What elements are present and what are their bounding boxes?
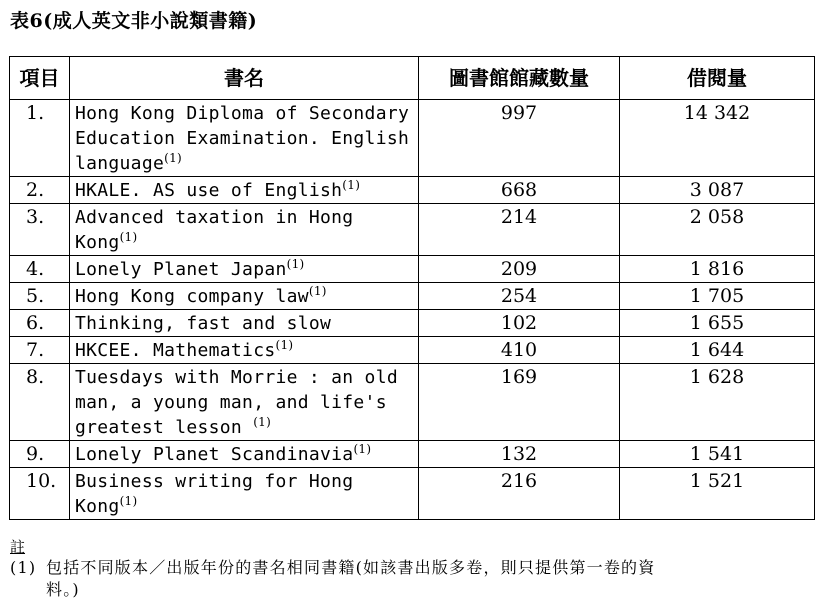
row-loans: 3 087 bbox=[620, 177, 815, 204]
row-loans: 1 541 bbox=[620, 441, 815, 468]
row-holdings: 997 bbox=[419, 100, 620, 177]
row-holdings: 102 bbox=[419, 310, 620, 337]
footnote-reference: (1) bbox=[286, 257, 305, 271]
header-item: 項目 bbox=[10, 57, 70, 100]
table-row bbox=[10, 364, 815, 441]
row-loans: 14 342 bbox=[620, 100, 815, 177]
row-item-number: 4. bbox=[10, 256, 70, 283]
row-item-number: 7. bbox=[10, 337, 70, 364]
footnote-reference: (1) bbox=[253, 415, 272, 429]
table-row bbox=[10, 100, 815, 177]
footnote-text-line2: 料。) bbox=[46, 580, 80, 599]
table-row bbox=[10, 441, 815, 468]
row-holdings: 410 bbox=[419, 337, 620, 364]
row-loans: 1 628 bbox=[620, 364, 815, 441]
row-book-title-cell bbox=[70, 337, 419, 364]
row-item-number: 2. bbox=[10, 177, 70, 204]
row-loans: 1 644 bbox=[620, 337, 815, 364]
row-book-title: Tuesdays with Morrie : an old man, a young man, and life's greatest lesson bbox=[75, 367, 398, 438]
table-title: 表6(成人英文非小說類書籍) bbox=[10, 10, 258, 32]
row-book-title: Thinking, fast and slow bbox=[75, 313, 332, 334]
footnote-reference: (1) bbox=[119, 230, 138, 244]
row-book-title-cell bbox=[70, 256, 419, 283]
row-book-title-cell bbox=[70, 441, 419, 468]
row-holdings: 132 bbox=[419, 441, 620, 468]
header-loans: 借閱量 bbox=[620, 57, 815, 100]
header-title: 書名 bbox=[70, 57, 419, 100]
row-holdings: 169 bbox=[419, 364, 620, 441]
notes-heading: 註 bbox=[10, 538, 26, 556]
row-loans: 1 705 bbox=[620, 283, 815, 310]
row-holdings: 214 bbox=[419, 204, 620, 256]
row-item-number: 8. bbox=[10, 364, 70, 441]
table-row bbox=[10, 283, 815, 310]
row-book-title: Hong Kong company law bbox=[75, 286, 309, 307]
row-book-title: HKALE. AS use of English bbox=[75, 180, 343, 201]
row-book-title-cell bbox=[70, 100, 419, 177]
row-loans: 1 816 bbox=[620, 256, 815, 283]
row-book-title-cell bbox=[70, 468, 419, 520]
row-book-title: Business writing for Hong Kong bbox=[75, 471, 354, 517]
footnote-text-line1: 包括不同版本／出版年份的書名相同書籍(如該書出版多卷，則只提供第一卷的資 bbox=[46, 558, 656, 577]
row-item-number: 5. bbox=[10, 283, 70, 310]
row-book-title-cell bbox=[70, 283, 419, 310]
footnote-marker: (1) bbox=[10, 558, 37, 577]
row-book-title-cell bbox=[70, 364, 419, 441]
row-loans: 2 058 bbox=[620, 204, 815, 256]
row-book-title-cell bbox=[70, 177, 419, 204]
row-book-title: Advanced taxation in Hong Kong bbox=[75, 207, 354, 253]
footnote-reference: (1) bbox=[342, 178, 361, 192]
header-holdings: 圖書館館藏數量 bbox=[419, 57, 620, 100]
table-row bbox=[10, 177, 815, 204]
footnote-reference: (1) bbox=[353, 442, 372, 456]
row-book-title: Lonely Planet Japan bbox=[75, 259, 287, 280]
row-holdings: 254 bbox=[419, 283, 620, 310]
footnote-reference: (1) bbox=[275, 338, 294, 352]
footnote-reference: (1) bbox=[119, 494, 138, 508]
row-book-title: Lonely Planet Scandinavia bbox=[75, 444, 354, 465]
table-row bbox=[10, 204, 815, 256]
footnote-reference: (1) bbox=[308, 284, 327, 298]
footnote-reference: (1) bbox=[164, 151, 183, 165]
row-item-number: 3. bbox=[10, 204, 70, 256]
book-loans-table bbox=[9, 56, 815, 520]
row-book-title-cell bbox=[70, 310, 419, 337]
row-holdings: 209 bbox=[419, 256, 620, 283]
table-row bbox=[10, 256, 815, 283]
row-holdings: 668 bbox=[419, 177, 620, 204]
table-row bbox=[10, 337, 815, 364]
row-item-number: 6. bbox=[10, 310, 70, 337]
row-item-number: 1. bbox=[10, 100, 70, 177]
row-book-title: Hong Kong Diploma of Secondary Education Examination. English language bbox=[75, 103, 410, 174]
row-item-number: 10. bbox=[10, 468, 70, 520]
table-header-row bbox=[10, 57, 815, 100]
row-book-title: HKCEE. Mathematics bbox=[75, 340, 276, 361]
row-loans: 1 521 bbox=[620, 468, 815, 520]
row-book-title-cell bbox=[70, 204, 419, 256]
table-row bbox=[10, 310, 815, 337]
row-item-number: 9. bbox=[10, 441, 70, 468]
row-holdings: 216 bbox=[419, 468, 620, 520]
row-loans: 1 655 bbox=[620, 310, 815, 337]
table-row bbox=[10, 468, 815, 520]
footnote bbox=[10, 557, 815, 601]
